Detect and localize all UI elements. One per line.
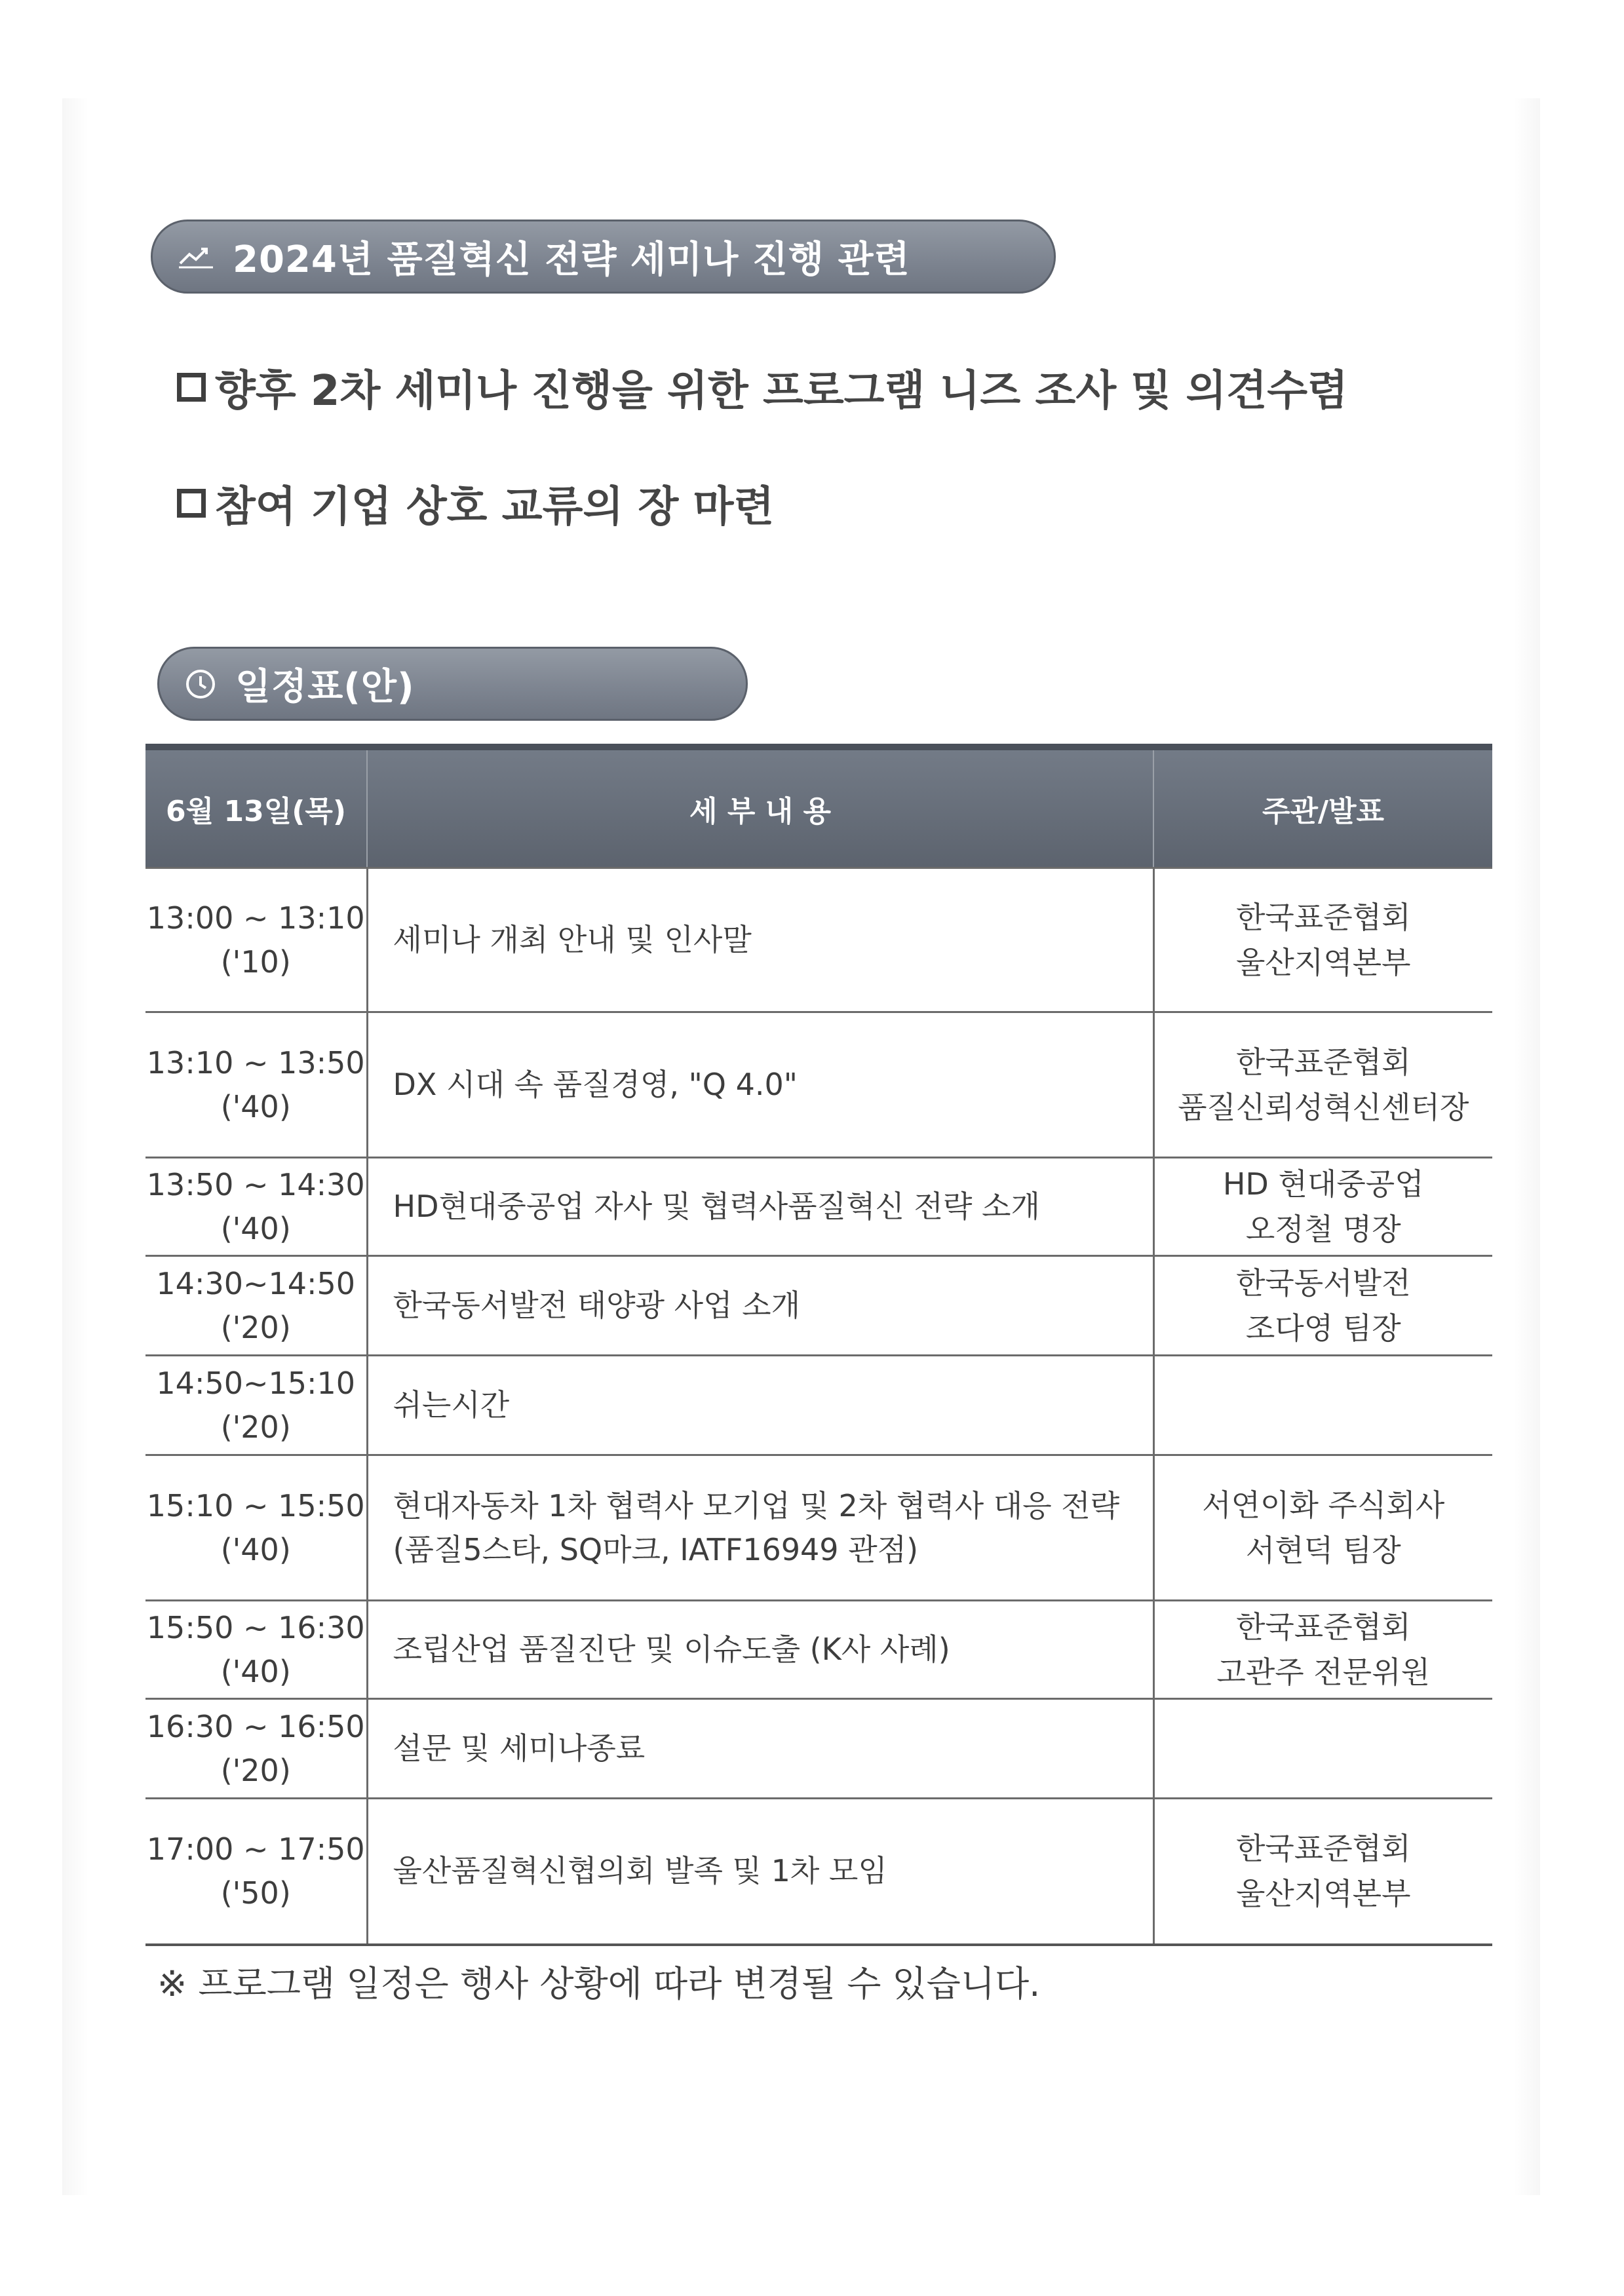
duration: ('20) [220,1309,291,1345]
time-cell [145,1012,367,1158]
host-cell [1153,1699,1492,1799]
detail-line: 설문 및 세미나종료 [393,1731,646,1767]
host-person: 서현덕 팀장 [1245,1532,1401,1568]
detail-cell [367,1455,1153,1601]
header-host: 주관/발표 [1153,747,1492,868]
detail-cell [367,1699,1153,1799]
table-row [145,1012,1492,1158]
time-cell [145,1158,367,1256]
host-person: 울산지역본부 [1235,1875,1411,1911]
detail-cell [367,1256,1153,1356]
time-range: 14:50~15:10 [156,1365,356,1401]
time-cell [145,1256,367,1356]
scan-shadow-right [1514,98,1540,2195]
time-cell [145,1799,367,1945]
duration: ('40) [220,1088,291,1124]
host-org: 한국표준협회 [1235,1609,1411,1645]
time-cell [145,1455,367,1601]
table-row [145,1356,1492,1455]
duration: ('40) [220,1653,291,1689]
detail-line: 울산품질혁신협의회 발족 및 1차 모임 [393,1853,887,1889]
host-org: HD 현대중공업 [1222,1166,1424,1202]
host-person: 고관주 전문위원 [1216,1654,1431,1690]
time-range: 13:00 ~ 13:10 [146,900,365,936]
section-title-text: 2024년 품질혁신 전략 세미나 진행 관련 [233,238,910,281]
time-range: 15:10 ~ 15:50 [146,1487,365,1523]
host-person: 조다영 팀장 [1245,1310,1401,1346]
duration: ('40) [220,1210,291,1246]
host-org: 한국동서발전 [1235,1265,1411,1301]
host-cell [1153,1256,1492,1356]
host-cell [1153,1799,1492,1945]
host-cell [1153,1356,1492,1455]
header-detail: 세 부 내 용 [367,747,1153,868]
section-title-text: 일정표(안) [235,665,415,708]
detail-line: DX 시대 속 품질경영, "Q 4.0" [393,1067,798,1103]
duration: ('20) [220,1409,291,1445]
host-org: 한국표준협회 [1235,1830,1411,1866]
host-cell [1153,868,1492,1012]
detail-cell [367,1012,1153,1158]
detail-cell [367,1356,1153,1455]
square-bullet-icon [177,373,206,402]
host-org: 한국표준협회 [1235,1044,1411,1080]
table-row [145,1256,1492,1356]
table-row [145,868,1492,1012]
bullet-item [177,357,1348,417]
detail-cell [367,1158,1153,1256]
host-cell [1153,1455,1492,1601]
time-range: 15:50 ~ 16:30 [146,1609,365,1645]
detail-cell [367,868,1153,1012]
bullet-item [177,473,774,533]
section-title-seminar [151,220,1056,294]
host-cell [1153,1158,1492,1256]
time-range: 13:50 ~ 14:30 [146,1166,365,1202]
header-date: 6월 13일(목) [145,747,367,868]
detail-cell [367,1799,1153,1945]
host-cell [1153,1012,1492,1158]
table-row [145,1601,1492,1699]
schedule-table [145,744,1492,1946]
host-person: 오정철 명장 [1245,1211,1401,1247]
duration: ('40) [220,1531,291,1567]
host-org: 한국표준협회 [1235,899,1411,935]
time-cell [145,1699,367,1799]
square-bullet-icon [177,489,206,518]
host-person: 울산지역본부 [1235,944,1411,980]
table-row [145,1699,1492,1799]
detail-line: 현대자동차 1차 협력사 모기업 및 2차 협력사 대응 전략 [393,1487,1120,1523]
detail-line: 조립산업 품질진단 및 이슈도출 (K사 사례) [393,1632,950,1668]
host-person: 품질신뢰성혁신센터장 [1178,1089,1469,1125]
host-org: 서연이화 주식회사 [1202,1487,1445,1523]
host-cell [1153,1601,1492,1699]
detail-line: 쉬는시간 [393,1387,510,1423]
detail-cell [367,1601,1153,1699]
clock-icon [184,668,217,700]
detail-line: HD현대중공업 자사 및 협력사품질혁신 전략 소개 [393,1189,1040,1225]
duration: ('50) [220,1875,291,1911]
table-row [145,1158,1492,1256]
time-range: 17:00 ~ 17:50 [146,1831,365,1867]
table-row [145,1455,1492,1601]
time-range: 14:30~14:50 [156,1265,356,1301]
bullet-text: 참여 기업 상호 교류의 장 마련 [215,483,775,531]
duration: ('20) [220,1752,291,1788]
detail-line: (품질5스타, SQ마크, IATF16949 관점) [393,1531,919,1567]
scan-shadow-left [62,98,88,2195]
trend-chart-icon [178,244,214,270]
detail-line: 한국동서발전 태양광 사업 소개 [393,1288,801,1324]
bullet-text: 향후 2차 세미나 진행을 위한 프로그램 니즈 조사 및 의견수렴 [215,367,1348,415]
schedule-note: ※ 프로그램 일정은 행사 상황에 따라 변경될 수 있습니다. [157,1963,1041,2004]
duration: ('10) [220,944,291,980]
time-range: 13:10 ~ 13:50 [146,1044,365,1081]
time-cell [145,1356,367,1455]
time-range: 16:30 ~ 16:50 [146,1708,365,1744]
time-cell [145,1601,367,1699]
section-title-schedule [157,647,748,721]
detail-line: 세미나 개최 안내 및 인사말 [393,922,752,958]
time-cell [145,868,367,1012]
table-header-row [145,747,1492,868]
table-row [145,1799,1492,1945]
